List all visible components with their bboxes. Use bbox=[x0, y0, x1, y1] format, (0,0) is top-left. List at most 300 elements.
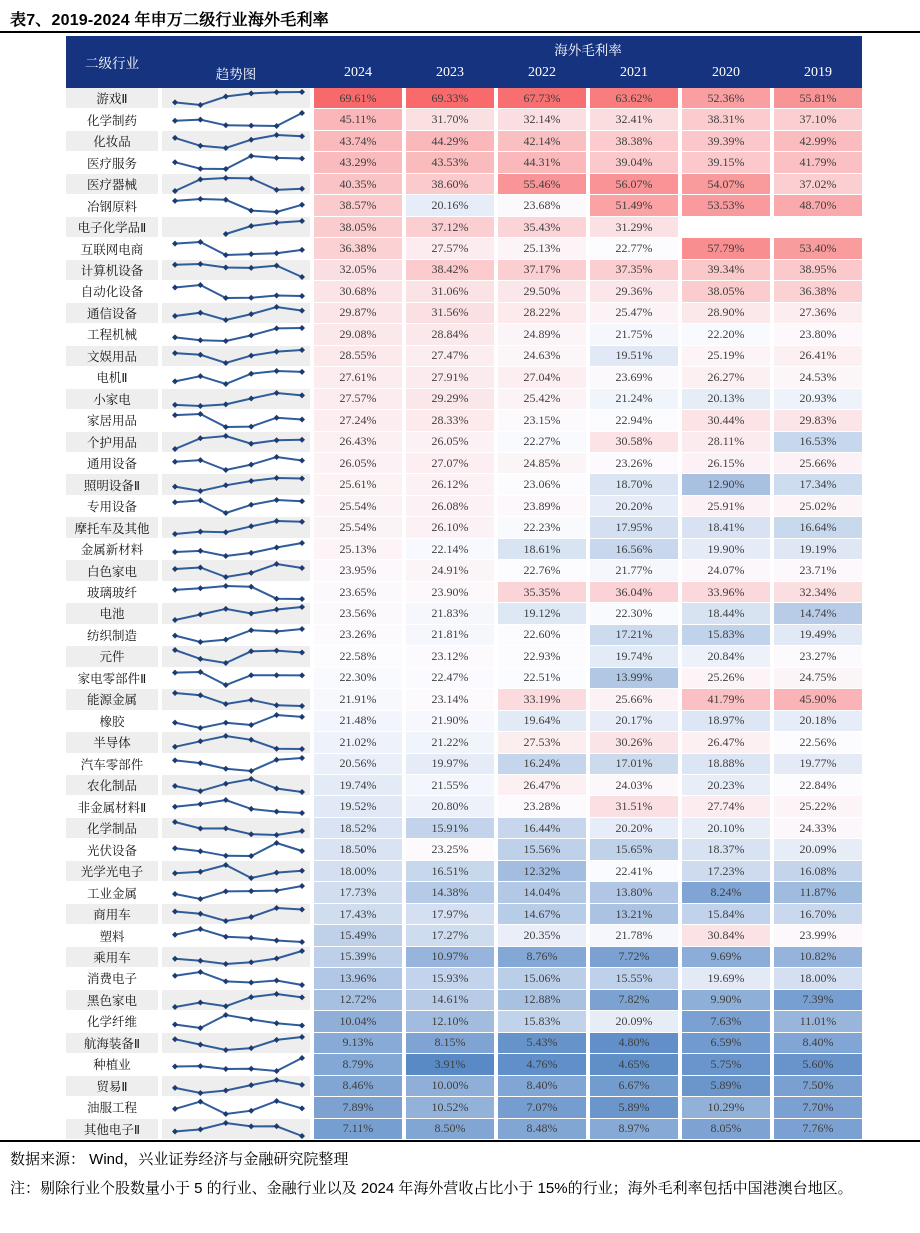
value-cell: 26.15% bbox=[682, 453, 770, 473]
trend-sparkline bbox=[162, 947, 310, 968]
value-cell: 8.40% bbox=[498, 1076, 586, 1096]
industry-name: 化学制品 bbox=[66, 818, 158, 838]
value-cell: 39.34% bbox=[682, 260, 770, 280]
value-cell: 14.67% bbox=[498, 904, 586, 924]
value-cell: 17.27% bbox=[406, 925, 494, 945]
trend-cell bbox=[162, 432, 310, 452]
trend-sparkline bbox=[162, 303, 310, 324]
value-cell: 22.76% bbox=[498, 560, 586, 580]
industry-name: 乘用车 bbox=[66, 947, 158, 967]
industry-name: 互联网电商 bbox=[80, 242, 144, 257]
value-cell: 21.83% bbox=[406, 603, 494, 623]
value-cell: 56.07% bbox=[590, 174, 678, 194]
value-cell: 22.58% bbox=[314, 646, 402, 666]
trend-cell bbox=[162, 904, 310, 924]
industry-name: 自动化设备 bbox=[80, 285, 144, 300]
table-body bbox=[66, 88, 862, 1140]
table-row bbox=[66, 732, 862, 753]
value-cell: 26.05% bbox=[406, 432, 494, 452]
value-cell: 24.89% bbox=[498, 324, 586, 344]
trend-cell bbox=[162, 1011, 310, 1031]
table-row bbox=[66, 474, 862, 495]
top-rule bbox=[0, 31, 920, 33]
value-cell: 15.84% bbox=[682, 904, 770, 924]
value-cell: 19.19% bbox=[774, 539, 862, 559]
trend-cell bbox=[162, 496, 310, 516]
industry-name: 工业金属 bbox=[86, 886, 137, 901]
value-cell: 16.64% bbox=[774, 517, 862, 537]
industry-name: 医疗服务 bbox=[86, 156, 137, 171]
value-cell: 45.11% bbox=[314, 109, 402, 129]
value-cell: 8.79% bbox=[314, 1054, 402, 1074]
table-row bbox=[66, 646, 862, 667]
value-cell: 20.84% bbox=[682, 646, 770, 666]
value-cell: 12.10% bbox=[406, 1011, 494, 1031]
value-cell: 37.17% bbox=[498, 260, 586, 280]
value-cell: 26.43% bbox=[314, 432, 402, 452]
value-cell: 44.31% bbox=[498, 152, 586, 172]
value-cell: 21.22% bbox=[406, 732, 494, 752]
value-cell: 22.77% bbox=[590, 238, 678, 258]
value-cell: 25.66% bbox=[774, 453, 862, 473]
value-cell: 32.05% bbox=[314, 260, 402, 280]
trend-cell bbox=[162, 560, 310, 580]
trend-sparkline bbox=[162, 88, 310, 109]
value-cell: 25.26% bbox=[682, 668, 770, 688]
value-cell: 5.60% bbox=[774, 1054, 862, 1074]
trend-cell bbox=[162, 453, 310, 473]
trend-sparkline bbox=[162, 238, 310, 259]
value-cell: 18.44% bbox=[682, 603, 770, 623]
value-cell: 6.59% bbox=[682, 1033, 770, 1053]
value-cell: 23.89% bbox=[498, 496, 586, 516]
table-row bbox=[66, 796, 862, 817]
table-row bbox=[66, 968, 862, 989]
value-cell: 12.88% bbox=[498, 990, 586, 1010]
industry-name: 航海装备Ⅱ bbox=[66, 1033, 158, 1053]
value-cell: 24.03% bbox=[590, 775, 678, 795]
value-cell: 27.61% bbox=[314, 367, 402, 387]
value-cell: 30.44% bbox=[682, 410, 770, 430]
trend-cell bbox=[162, 689, 310, 709]
trend-sparkline bbox=[162, 453, 310, 474]
value-cell: 20.17% bbox=[590, 711, 678, 731]
industry-name: 油服工程 bbox=[86, 1101, 137, 1116]
industry-name: 半导体 bbox=[66, 732, 158, 752]
data-source: 数据来源： Wind，兴业证券经济与金融研究院整理 bbox=[10, 1151, 349, 1168]
value-cell: 5.89% bbox=[682, 1076, 770, 1096]
value-cell: 8.40% bbox=[774, 1033, 862, 1053]
value-cell: 20.09% bbox=[774, 839, 862, 859]
value-cell: 22.93% bbox=[498, 646, 586, 666]
value-cell: 30.58% bbox=[590, 432, 678, 452]
table-header bbox=[66, 36, 862, 88]
value-cell: 37.35% bbox=[590, 260, 678, 280]
value-cell: 23.80% bbox=[774, 324, 862, 344]
value-cell: 25.19% bbox=[682, 346, 770, 366]
table-row bbox=[66, 754, 862, 775]
trend-cell bbox=[162, 303, 310, 323]
table-row bbox=[66, 882, 862, 903]
value-cell: 23.95% bbox=[314, 560, 402, 580]
trend-sparkline bbox=[162, 882, 310, 903]
trend-sparkline bbox=[162, 775, 310, 796]
value-cell: 27.91% bbox=[406, 367, 494, 387]
value-cell: 7.07% bbox=[498, 1097, 586, 1117]
table-row bbox=[66, 410, 862, 431]
value-cell: 16.08% bbox=[774, 861, 862, 881]
table-row bbox=[66, 496, 862, 517]
value-cell: 23.90% bbox=[406, 582, 494, 602]
value-cell: 8.50% bbox=[406, 1119, 494, 1139]
value-cell: 31.70% bbox=[406, 109, 494, 129]
value-cell: 43.74% bbox=[314, 131, 402, 151]
table-row bbox=[66, 303, 862, 324]
value-cell: 9.13% bbox=[314, 1033, 402, 1053]
value-cell: 21.02% bbox=[314, 732, 402, 752]
trend-cell bbox=[162, 152, 310, 172]
value-cell: 23.28% bbox=[498, 796, 586, 816]
value-cell: 17.21% bbox=[590, 625, 678, 645]
industry-name: 塑料 bbox=[99, 929, 125, 944]
value-cell: 43.53% bbox=[406, 152, 494, 172]
table-row bbox=[66, 775, 862, 796]
table-row bbox=[66, 925, 862, 946]
value-cell: 27.53% bbox=[498, 732, 586, 752]
value-cell: 28.33% bbox=[406, 410, 494, 430]
value-cell: 16.70% bbox=[774, 904, 862, 924]
col-header-industry: 二级行业 bbox=[85, 56, 139, 71]
value-cell: 7.76% bbox=[774, 1119, 862, 1139]
trend-cell bbox=[162, 324, 310, 344]
value-cell: 22.60% bbox=[498, 625, 586, 645]
industry-name: 化妆品 bbox=[66, 131, 158, 151]
industry-name: 通用设备 bbox=[86, 457, 137, 472]
table-row bbox=[66, 861, 862, 882]
value-cell: 18.00% bbox=[314, 861, 402, 881]
value-cell: 36.04% bbox=[590, 582, 678, 602]
value-cell: 31.56% bbox=[406, 303, 494, 323]
value-cell: 23.26% bbox=[590, 453, 678, 473]
value-cell: 35.43% bbox=[498, 217, 586, 237]
value-cell bbox=[682, 217, 770, 237]
value-cell: 19.64% bbox=[498, 711, 586, 731]
value-cell: 18.41% bbox=[682, 517, 770, 537]
value-cell: 38.05% bbox=[682, 281, 770, 301]
value-cell: 24.63% bbox=[498, 346, 586, 366]
value-cell: 18.50% bbox=[314, 839, 402, 859]
value-cell: 22.51% bbox=[498, 668, 586, 688]
value-cell: 41.79% bbox=[682, 689, 770, 709]
trend-sparkline bbox=[162, 839, 310, 860]
value-cell: 22.23% bbox=[498, 517, 586, 537]
industry-name: 白色家电 bbox=[66, 560, 158, 580]
value-cell: 19.77% bbox=[774, 754, 862, 774]
trend-cell bbox=[162, 346, 310, 366]
value-cell: 27.74% bbox=[682, 796, 770, 816]
value-cell: 26.27% bbox=[682, 367, 770, 387]
trend-cell bbox=[162, 217, 310, 237]
value-cell: 22.14% bbox=[406, 539, 494, 559]
trend-cell bbox=[162, 367, 310, 387]
value-cell: 36.38% bbox=[314, 238, 402, 258]
value-cell: 25.22% bbox=[774, 796, 862, 816]
value-cell: 19.74% bbox=[314, 775, 402, 795]
value-cell: 53.40% bbox=[774, 238, 862, 258]
value-cell: 28.11% bbox=[682, 432, 770, 452]
value-cell: 18.00% bbox=[774, 968, 862, 988]
table-row bbox=[66, 131, 862, 152]
value-cell: 24.75% bbox=[774, 668, 862, 688]
value-cell: 26.47% bbox=[498, 775, 586, 795]
value-cell: 43.29% bbox=[314, 152, 402, 172]
industry-name: 元件 bbox=[66, 646, 158, 666]
trend-cell bbox=[162, 754, 310, 774]
value-cell: 38.57% bbox=[314, 195, 402, 215]
col-header-year-2019: 2019 bbox=[804, 65, 832, 80]
value-cell: 53.53% bbox=[682, 195, 770, 215]
value-cell: 7.82% bbox=[590, 990, 678, 1010]
value-cell: 18.37% bbox=[682, 839, 770, 859]
table-row bbox=[66, 346, 862, 367]
value-cell: 33.96% bbox=[682, 582, 770, 602]
value-cell: 29.87% bbox=[314, 303, 402, 323]
industry-name: 玻璃玻纤 bbox=[86, 586, 137, 601]
value-cell: 25.61% bbox=[314, 474, 402, 494]
value-cell: 27.36% bbox=[774, 303, 862, 323]
value-cell: 23.15% bbox=[498, 410, 586, 430]
value-cell: 29.50% bbox=[498, 281, 586, 301]
value-cell: 29.36% bbox=[590, 281, 678, 301]
value-cell: 35.35% bbox=[498, 582, 586, 602]
value-cell: 69.61% bbox=[314, 88, 402, 108]
trend-cell bbox=[162, 1119, 310, 1139]
trend-cell bbox=[162, 131, 310, 151]
table-row bbox=[66, 839, 862, 860]
value-cell: 21.81% bbox=[406, 625, 494, 645]
value-cell: 20.20% bbox=[590, 818, 678, 838]
value-cell: 15.83% bbox=[682, 625, 770, 645]
table-row bbox=[66, 560, 862, 581]
value-cell: 5.89% bbox=[590, 1097, 678, 1117]
trend-cell bbox=[162, 260, 310, 280]
trend-sparkline bbox=[162, 668, 310, 689]
value-cell: 38.38% bbox=[590, 131, 678, 151]
value-cell: 25.13% bbox=[314, 539, 402, 559]
value-cell: 15.06% bbox=[498, 968, 586, 988]
value-cell: 4.80% bbox=[590, 1033, 678, 1053]
value-cell: 11.87% bbox=[774, 882, 862, 902]
value-cell: 23.27% bbox=[774, 646, 862, 666]
table-row bbox=[66, 711, 862, 732]
industry-name: 金属新材料 bbox=[80, 543, 144, 558]
value-cell: 23.68% bbox=[498, 195, 586, 215]
value-cell: 17.73% bbox=[314, 882, 402, 902]
value-cell: 16.56% bbox=[590, 539, 678, 559]
trend-sparkline bbox=[162, 474, 310, 495]
value-cell: 23.12% bbox=[406, 646, 494, 666]
value-cell: 26.10% bbox=[406, 517, 494, 537]
trend-sparkline bbox=[162, 603, 310, 624]
table-row bbox=[66, 582, 862, 603]
trend-cell bbox=[162, 839, 310, 859]
value-cell: 22.41% bbox=[590, 861, 678, 881]
value-cell: 22.30% bbox=[590, 603, 678, 623]
table-row bbox=[66, 990, 862, 1011]
value-cell: 14.61% bbox=[406, 990, 494, 1010]
value-cell: 23.71% bbox=[774, 560, 862, 580]
value-cell: 24.91% bbox=[406, 560, 494, 580]
table-row bbox=[66, 432, 862, 453]
industry-name: 种植业 bbox=[93, 1058, 131, 1073]
bottom-rule bbox=[0, 1140, 920, 1142]
value-cell: 22.56% bbox=[774, 732, 862, 752]
trend-sparkline bbox=[162, 646, 310, 667]
trend-cell bbox=[162, 410, 310, 430]
trend-sparkline bbox=[162, 818, 310, 839]
value-cell: 48.70% bbox=[774, 195, 862, 215]
value-cell: 13.99% bbox=[590, 668, 678, 688]
trend-cell bbox=[162, 603, 310, 623]
value-cell: 21.24% bbox=[590, 389, 678, 409]
industry-name: 农化制品 bbox=[66, 775, 158, 795]
value-cell: 8.05% bbox=[682, 1119, 770, 1139]
value-cell: 21.77% bbox=[590, 560, 678, 580]
value-cell: 69.33% bbox=[406, 88, 494, 108]
value-cell: 63.62% bbox=[590, 88, 678, 108]
trend-sparkline bbox=[162, 217, 310, 238]
value-cell: 10.29% bbox=[682, 1097, 770, 1117]
value-cell: 25.91% bbox=[682, 496, 770, 516]
value-cell: 21.91% bbox=[314, 689, 402, 709]
value-cell: 10.97% bbox=[406, 947, 494, 967]
value-cell: 3.91% bbox=[406, 1054, 494, 1074]
value-cell: 26.08% bbox=[406, 496, 494, 516]
trend-cell bbox=[162, 861, 310, 881]
industry-name: 电子化学品Ⅱ bbox=[66, 217, 158, 237]
value-cell: 18.97% bbox=[682, 711, 770, 731]
value-cell: 25.66% bbox=[590, 689, 678, 709]
value-cell: 67.73% bbox=[498, 88, 586, 108]
trend-sparkline bbox=[162, 1076, 310, 1097]
value-cell: 12.32% bbox=[498, 861, 586, 881]
value-cell: 8.48% bbox=[498, 1119, 586, 1139]
value-cell: 41.79% bbox=[774, 152, 862, 172]
value-cell: 22.27% bbox=[498, 432, 586, 452]
value-cell: 33.19% bbox=[498, 689, 586, 709]
table-row bbox=[66, 517, 862, 538]
trend-cell bbox=[162, 646, 310, 666]
value-cell: 21.48% bbox=[314, 711, 402, 731]
value-cell: 32.41% bbox=[590, 109, 678, 129]
value-cell: 27.57% bbox=[406, 238, 494, 258]
value-cell: 15.65% bbox=[590, 839, 678, 859]
trend-cell bbox=[162, 389, 310, 409]
value-cell: 18.61% bbox=[498, 539, 586, 559]
value-cell: 26.47% bbox=[682, 732, 770, 752]
value-cell: 17.01% bbox=[590, 754, 678, 774]
value-cell: 12.90% bbox=[682, 474, 770, 494]
trend-sparkline bbox=[162, 990, 310, 1011]
trend-sparkline bbox=[162, 346, 310, 367]
value-cell: 31.06% bbox=[406, 281, 494, 301]
value-cell: 6.67% bbox=[590, 1076, 678, 1096]
value-cell: 7.63% bbox=[682, 1011, 770, 1031]
value-cell: 32.34% bbox=[774, 582, 862, 602]
value-cell: 27.24% bbox=[314, 410, 402, 430]
value-cell: 5.75% bbox=[682, 1054, 770, 1074]
value-cell: 39.15% bbox=[682, 152, 770, 172]
trend-sparkline bbox=[162, 796, 310, 817]
trend-sparkline bbox=[162, 389, 310, 410]
value-cell: 26.05% bbox=[314, 453, 402, 473]
value-cell: 24.07% bbox=[682, 560, 770, 580]
trend-cell bbox=[162, 1097, 310, 1117]
value-cell: 16.24% bbox=[498, 754, 586, 774]
trend-sparkline bbox=[162, 324, 310, 345]
value-cell: 13.21% bbox=[590, 904, 678, 924]
value-cell: 25.47% bbox=[590, 303, 678, 323]
value-cell: 8.46% bbox=[314, 1076, 402, 1096]
table-row bbox=[66, 217, 862, 238]
industry-name: 能源金属 bbox=[66, 689, 158, 709]
value-cell: 24.33% bbox=[774, 818, 862, 838]
value-cell: 20.10% bbox=[682, 818, 770, 838]
table-row bbox=[66, 260, 862, 281]
trend-cell bbox=[162, 990, 310, 1010]
value-cell: 44.29% bbox=[406, 131, 494, 151]
value-cell: 31.29% bbox=[590, 217, 678, 237]
table-title: 表7、2019-2024 年申万二级行业海外毛利率 bbox=[10, 12, 329, 29]
table-row bbox=[66, 1119, 862, 1140]
trend-sparkline bbox=[162, 152, 310, 173]
value-cell: 51.49% bbox=[590, 195, 678, 215]
footnote: 注：剔除行业个股数量小于 5 的行业、金融行业以及 2024 年海外营收占比小于 15%的行业；海外毛利率包括中国港澳台地区。 bbox=[10, 1179, 853, 1197]
value-cell: 14.74% bbox=[774, 603, 862, 623]
trend-cell bbox=[162, 882, 310, 902]
value-cell: 25.54% bbox=[314, 517, 402, 537]
industry-name: 其他电子Ⅱ bbox=[66, 1119, 158, 1139]
value-cell: 13.96% bbox=[314, 968, 402, 988]
value-cell: 31.51% bbox=[590, 796, 678, 816]
trend-sparkline bbox=[162, 281, 310, 302]
industry-name: 医疗器械 bbox=[66, 174, 158, 194]
value-cell: 15.55% bbox=[590, 968, 678, 988]
trend-cell bbox=[162, 668, 310, 688]
value-cell: 22.94% bbox=[590, 410, 678, 430]
industry-name: 光学光电子 bbox=[66, 861, 158, 881]
table-row bbox=[66, 195, 862, 216]
value-cell: 21.55% bbox=[406, 775, 494, 795]
value-cell: 20.13% bbox=[682, 389, 770, 409]
industry-name: 通信设备 bbox=[66, 303, 158, 323]
value-cell: 23.99% bbox=[774, 925, 862, 945]
value-cell: 10.00% bbox=[406, 1076, 494, 1096]
value-cell: 29.08% bbox=[314, 324, 402, 344]
value-cell: 18.70% bbox=[590, 474, 678, 494]
value-cell bbox=[774, 217, 862, 237]
value-cell: 22.84% bbox=[774, 775, 862, 795]
trend-sparkline bbox=[162, 968, 310, 989]
value-cell: 18.52% bbox=[314, 818, 402, 838]
value-cell: 36.38% bbox=[774, 281, 862, 301]
industry-name: 工程机械 bbox=[86, 328, 137, 343]
value-cell: 28.84% bbox=[406, 324, 494, 344]
col-header-year-2024: 2024 bbox=[344, 65, 372, 80]
table-row bbox=[66, 389, 862, 410]
value-cell: 25.54% bbox=[314, 496, 402, 516]
value-cell: 9.69% bbox=[682, 947, 770, 967]
